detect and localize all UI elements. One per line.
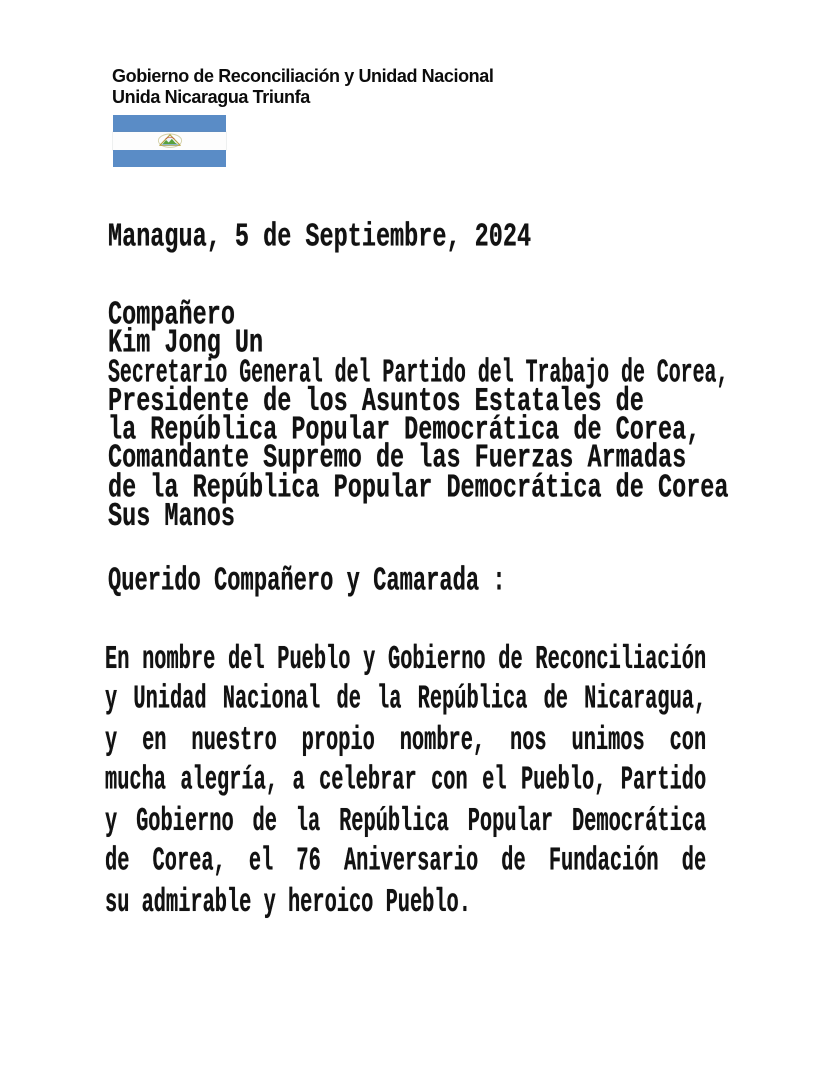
body-line: y Gobierno de la República Popular Democrática	[105, 802, 707, 841]
body-line: y Unidad Nacional de la República de Nicaragua,	[105, 681, 707, 720]
body-line: su admirable y heroico Pueblo.	[105, 883, 471, 922]
flag-stripe-middle	[113, 132, 226, 149]
letterhead-title: Gobierno de Reconciliación y Unidad Nacional	[112, 66, 494, 86]
date-line: Managua, 5 de Septiembre, 2024	[108, 218, 532, 257]
flag-emblem-icon	[157, 133, 183, 148]
recipient-line-title-5: de la República Popular Democrática de Corea	[108, 469, 729, 508]
letterhead	[112, 66, 493, 108]
flag-stripe-bottom	[113, 150, 226, 167]
recipient-line-title-4: Comandante Supremo de las Fuerzas Armadas	[108, 440, 687, 479]
recipient-line-title-2: Presidente de los Asuntos Estatales de	[108, 382, 644, 422]
recipient-line-sus-manos: Sus Manos	[108, 498, 235, 537]
flag-stripe-top	[113, 115, 226, 132]
body-line: y en nuestro propio nombre, nos unimos con	[105, 721, 707, 761]
recipient-line-title-1: Secretario General del Partido del Trabajo de Corea,	[108, 353, 729, 393]
recipient-line-title-3: la República Popular Democrática de Corea,	[108, 411, 701, 450]
recipient-block	[108, 296, 825, 537]
letterhead-motto: Unida Nicaragua Triunfa	[112, 87, 310, 107]
salutation: Querido Compañero y Camarada :	[108, 562, 506, 601]
body-line: de Corea, el 76 Aniversario de Fundación de	[105, 843, 707, 882]
body-paragraph	[105, 641, 706, 924]
body-line: mucha alegría, a celebrar con el Pueblo, Partido	[105, 762, 707, 801]
recipient-line-name: Kim Jong Un	[108, 325, 264, 364]
body-line: En nombre del Pueblo y Gobierno de Reconciliación	[105, 641, 707, 680]
recipient-line-honorific: Compañero	[108, 296, 235, 335]
nicaragua-flag-image	[113, 115, 226, 167]
